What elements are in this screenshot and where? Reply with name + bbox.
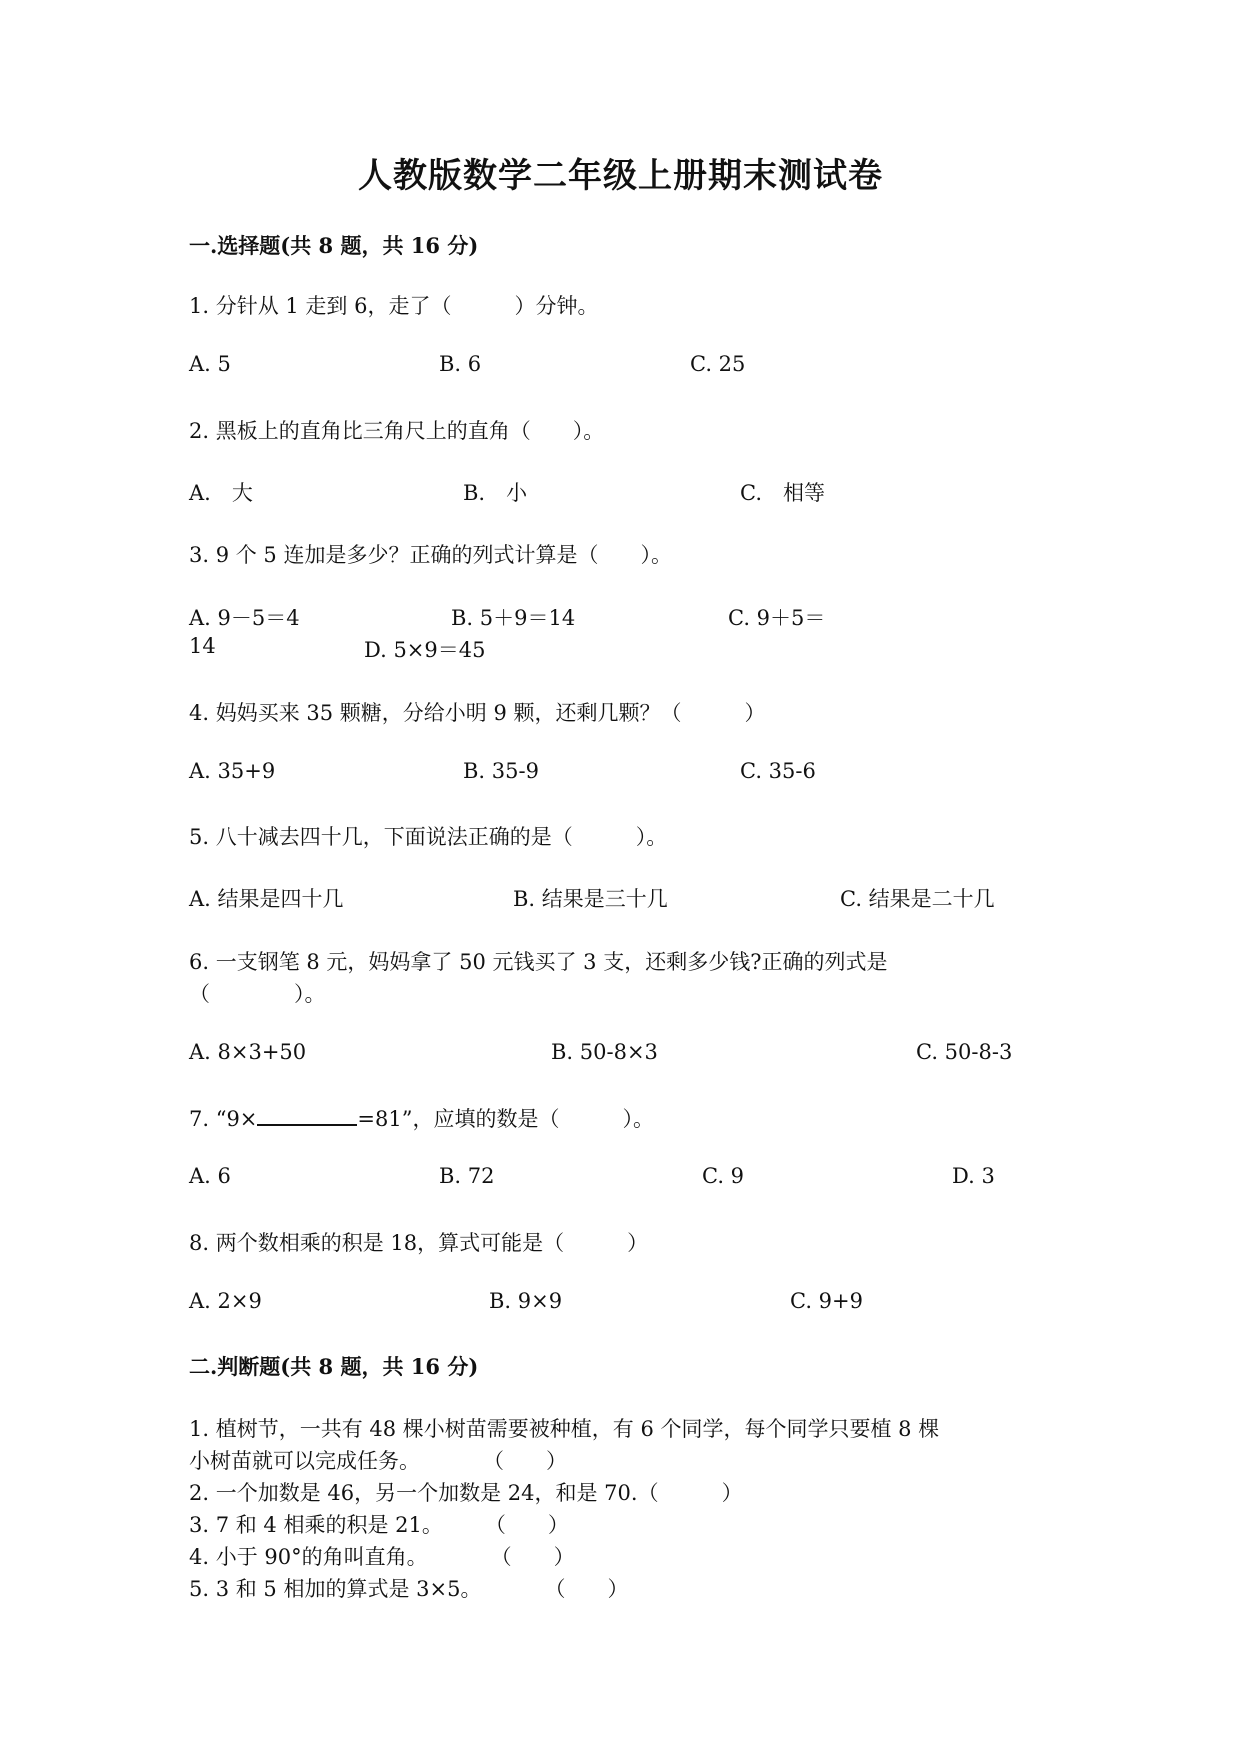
option-d: D. 5×9＝45 [364, 638, 486, 662]
question-4: 4. 妈妈买来 35 颗糖，分给小明 9 颗，还剩几颗？（ ） [189, 701, 766, 725]
option-a: A. 5 [189, 352, 231, 376]
judgement-item-5: 5. 3 和 5 相加的算式是 3×5。 （ ） [189, 1577, 629, 1601]
option-b: B. 小 [463, 481, 528, 505]
option-a: A. 9－5＝4 [189, 606, 300, 630]
judgement-item-2: 2. 一个加数是 46，另一个加数是 24，和是 70.（ ） [189, 1481, 743, 1505]
option-a: A. 大 [189, 481, 253, 505]
option-a: A. 结果是四十几 [189, 887, 344, 911]
question-7-prefix: 7. “9× [189, 1107, 258, 1131]
judgement-item-1-line-2: 小树苗就可以完成任务。 （ ） [189, 1449, 567, 1473]
question-2: 2. 黑板上的直角比三角尺上的直角（ ）。 [189, 419, 605, 443]
option-c: C. 50-8-3 [916, 1040, 1013, 1064]
question-6: 6. 一支钢笔 8 元，妈妈拿了 50 元钱买了 3 支，还剩多少钱?正确的列式是 [189, 950, 888, 974]
judgement-item-3: 3. 7 和 4 相乘的积是 21。 （ ） [189, 1513, 569, 1537]
option-c: C. 相等 [740, 481, 825, 505]
option-c: C. 25 [690, 352, 746, 376]
option-b: B. 结果是三十几 [513, 887, 668, 911]
question-8: 8. 两个数相乘的积是 18，算式可能是（ ） [189, 1231, 649, 1255]
question-6-line-2: （ ）。 [189, 982, 326, 1006]
option-a: A. 2×9 [189, 1289, 262, 1313]
option-a: A. 6 [189, 1164, 231, 1188]
option-c: C. 9＋5＝ [728, 606, 826, 630]
question-5: 5. 八十减去四十几，下面说法正确的是（ ）。 [189, 825, 668, 849]
section-heading-multiple-choice: 一.选择题(共 8 题，共 16 分) [189, 233, 479, 258]
section-heading-true-false: 二.判断题(共 8 题，共 16 分) [189, 1354, 479, 1379]
question-3: 3. 9 个 5 连加是多少？正确的列式计算是（ ）。 [189, 543, 672, 567]
question-7 [189, 1103, 654, 1133]
option-c: C. 结果是二十几 [840, 887, 995, 911]
page-title: 人教版数学二年级上册期末测试卷 [358, 156, 883, 196]
option-c: C. 9+9 [790, 1289, 863, 1313]
judgement-item-1: 1. 植树节，一共有 48 棵小树苗需要被种植，有 6 个同学，每个同学只要植 8 棵 [189, 1417, 940, 1441]
question-1: 1. 分针从 1 走到 6，走了（ ）分钟。 [189, 294, 599, 318]
option-b: B. 50-8×3 [551, 1040, 658, 1064]
option-b: B. 6 [439, 352, 482, 376]
option-b: B. 35-9 [463, 759, 539, 783]
option-a: A. 8×3+50 [189, 1040, 307, 1064]
option-b: B. 72 [439, 1164, 495, 1188]
question-7-suffix: =81”，应填的数是（ ）。 [357, 1107, 654, 1131]
option-b: B. 5＋9＝14 [451, 606, 576, 630]
option-c: C. 35-6 [740, 759, 816, 783]
judgement-item-4: 4. 小于 90°的角叫直角。 （ ） [189, 1545, 575, 1569]
option-a: A. 35+9 [189, 759, 276, 783]
fill-blank-line [257, 1104, 357, 1126]
option-c: C. 9 [702, 1164, 745, 1188]
option-b: B. 9×9 [489, 1289, 563, 1313]
option-d: D. 3 [952, 1164, 995, 1188]
option-c-continued: 14 [189, 634, 216, 658]
